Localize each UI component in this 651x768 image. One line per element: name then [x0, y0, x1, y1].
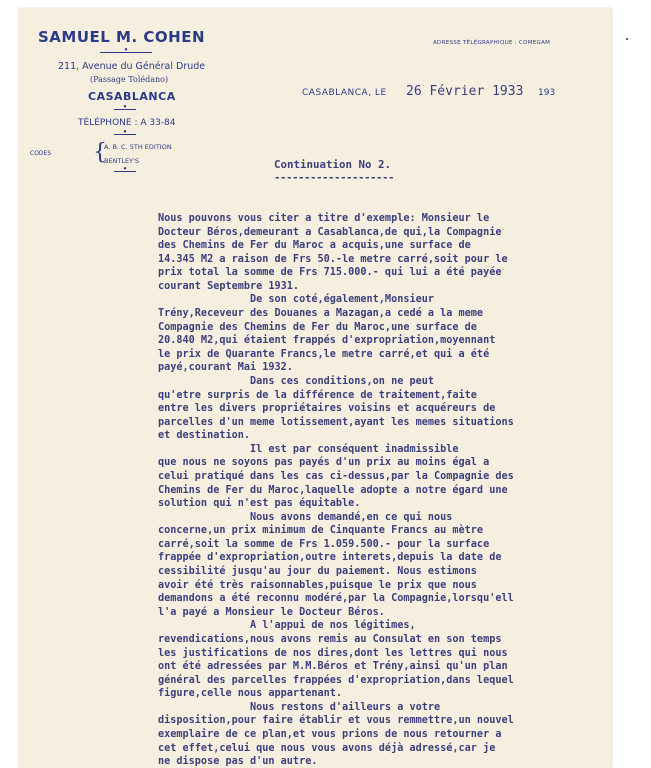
body-line: les justifications de nos dires,dont les lettres qui nous — [158, 647, 508, 659]
body-line: payé,courant Mai 1932. — [158, 362, 293, 374]
scan-speck — [626, 38, 628, 40]
body-line: 20.840 M2,qui étaient frappés d'expropriation,moyennant — [158, 335, 496, 347]
body-line: exemplaire de ce plan,et vous prions de nous retourner a — [158, 728, 502, 740]
body-line: avoir été très raisonnables,puisque le prix que nous — [158, 579, 477, 591]
letterhead-codes-line2: BENTLEY'S — [104, 157, 140, 165]
body-line: demandons a été reconnu modéré,par la Compagnie,lorsqu'ell — [158, 593, 514, 605]
body-line: Chemins de Fer du Maroc,laquelle adopte a notre égard une — [158, 484, 508, 496]
heading-underline: -------------------- — [274, 171, 395, 184]
ornament-divider — [114, 109, 136, 110]
dateline-year-suffix: 193 — [538, 88, 556, 98]
brace-icon: { — [93, 140, 107, 165]
dateline-prefix: CASABLANCA, LE — [302, 88, 387, 98]
body-line: concerne,un prix minimum de Cinquante Francs au mètre — [158, 525, 484, 537]
letter-sheet — [18, 8, 611, 768]
body-line: ne dispose pas d'un autre. — [158, 756, 318, 768]
body-line: disposition,pour faire établir et vous remmettre,un nouvel — [158, 715, 514, 727]
body-line: figure,celle nous appartenant. — [158, 688, 343, 700]
body-line: Nous pouvons vous citer a titre d'exemple: Monsieur le — [158, 213, 490, 224]
body-line: Nous avons demandé,en ce qui nous — [158, 511, 453, 523]
body-line: carré,soit la somme de Frs 1.059.500.- pour la surface — [158, 538, 490, 550]
body-line: A l'appui de nos légitimes, — [158, 620, 416, 632]
ornament-divider — [114, 171, 136, 172]
letter-date: 26 Février 1933 — [406, 84, 524, 99]
body-line: et destination. — [158, 430, 251, 442]
ornament-divider — [114, 134, 136, 135]
letterhead-telephone: TÉLÉPHONE : A 33-84 — [78, 118, 176, 128]
body-line: celui pratiqué dans les cas ci-dessus,par la Compagnie des — [158, 470, 514, 482]
letterhead-address-line1: 211, Avenue du Général Drude — [58, 61, 206, 72]
body-line: solution qui n'est pas équitable. — [158, 498, 361, 510]
letterhead-telegraphic-address: ADRESSE TÉLÉGRAPHIQUE : COMEGAM — [433, 40, 551, 46]
body-line: Dans ces conditions,on ne peut — [158, 375, 435, 387]
letterhead-codes-line1: A. B. C. 5TH EDITION — [104, 143, 172, 151]
body-line: des Chemins de Fer du Maroc a acquis,une surface de — [158, 240, 471, 252]
letterhead-name: SAMUEL M. COHEN — [38, 28, 206, 46]
body-line: entre les divers propriétaires voisins et acquéreurs de — [158, 403, 496, 415]
letterhead-codes-label: CODES — [30, 150, 52, 157]
letterhead-address-line2: (Passage Tolédano) — [90, 75, 169, 84]
body-line: ont été adressées par M.M.Béros et Trény,ainsi qu'un plan — [158, 661, 508, 673]
body-line: Nous restons d'ailleurs a votre — [158, 701, 441, 713]
body-line: revendications,nous avons remis au Consulat en son temps — [158, 633, 502, 645]
body-line: l'a payé a Monsieur le Docteur Béros. — [158, 606, 385, 618]
letter-body — [158, 212, 514, 768]
body-line: cessibilité jusqu'au jour du paiement. Nous estimons — [158, 566, 477, 578]
letterhead-city: CASABLANCA — [88, 90, 176, 103]
body-line: 14.345 M2 a raison de Frs 50.-le metre carré,soit pour le — [158, 253, 508, 265]
body-line: le prix de Quarante Francs,le metre carré,et qui a été — [158, 348, 490, 360]
ornament-divider — [100, 52, 152, 53]
continuation-heading: Continuation No 2. — [274, 158, 392, 171]
body-line: De son coté,également,Monsieur — [158, 294, 435, 306]
body-line: Docteur Béros,demeurant a Casablanca,de qui,la Compagnie — [158, 226, 502, 238]
body-line: général des parcelles frappées d'expropriation,dans lequel — [158, 674, 514, 686]
body-line: cet effet,celui que nous vous avons déjà adressé,car je — [158, 742, 496, 754]
body-line: Compagnie des Chemins de Fer du Maroc,une surface de — [158, 321, 477, 333]
body-line: frappée d'expropriation,outre interets,depuis la date de — [158, 552, 502, 564]
body-line: qu'etre surpris de la différence de traitement,faite — [158, 389, 477, 401]
body-line: courant Septembre 1931. — [158, 280, 300, 292]
body-line: parcelles d'un meme lotissement,ayant les memes situations — [158, 416, 514, 428]
body-line: Il est par conséquent inadmissible — [158, 443, 459, 455]
body-line: prix total la somme de Frs 715.000.- qui lui a été payée — [158, 267, 502, 279]
body-line: Trény,Receveur des Douanes a Mazagan,a cedé a la meme — [158, 308, 484, 320]
body-line: que nous ne soyons pas payés d'un prix au moins égal a — [158, 457, 490, 469]
